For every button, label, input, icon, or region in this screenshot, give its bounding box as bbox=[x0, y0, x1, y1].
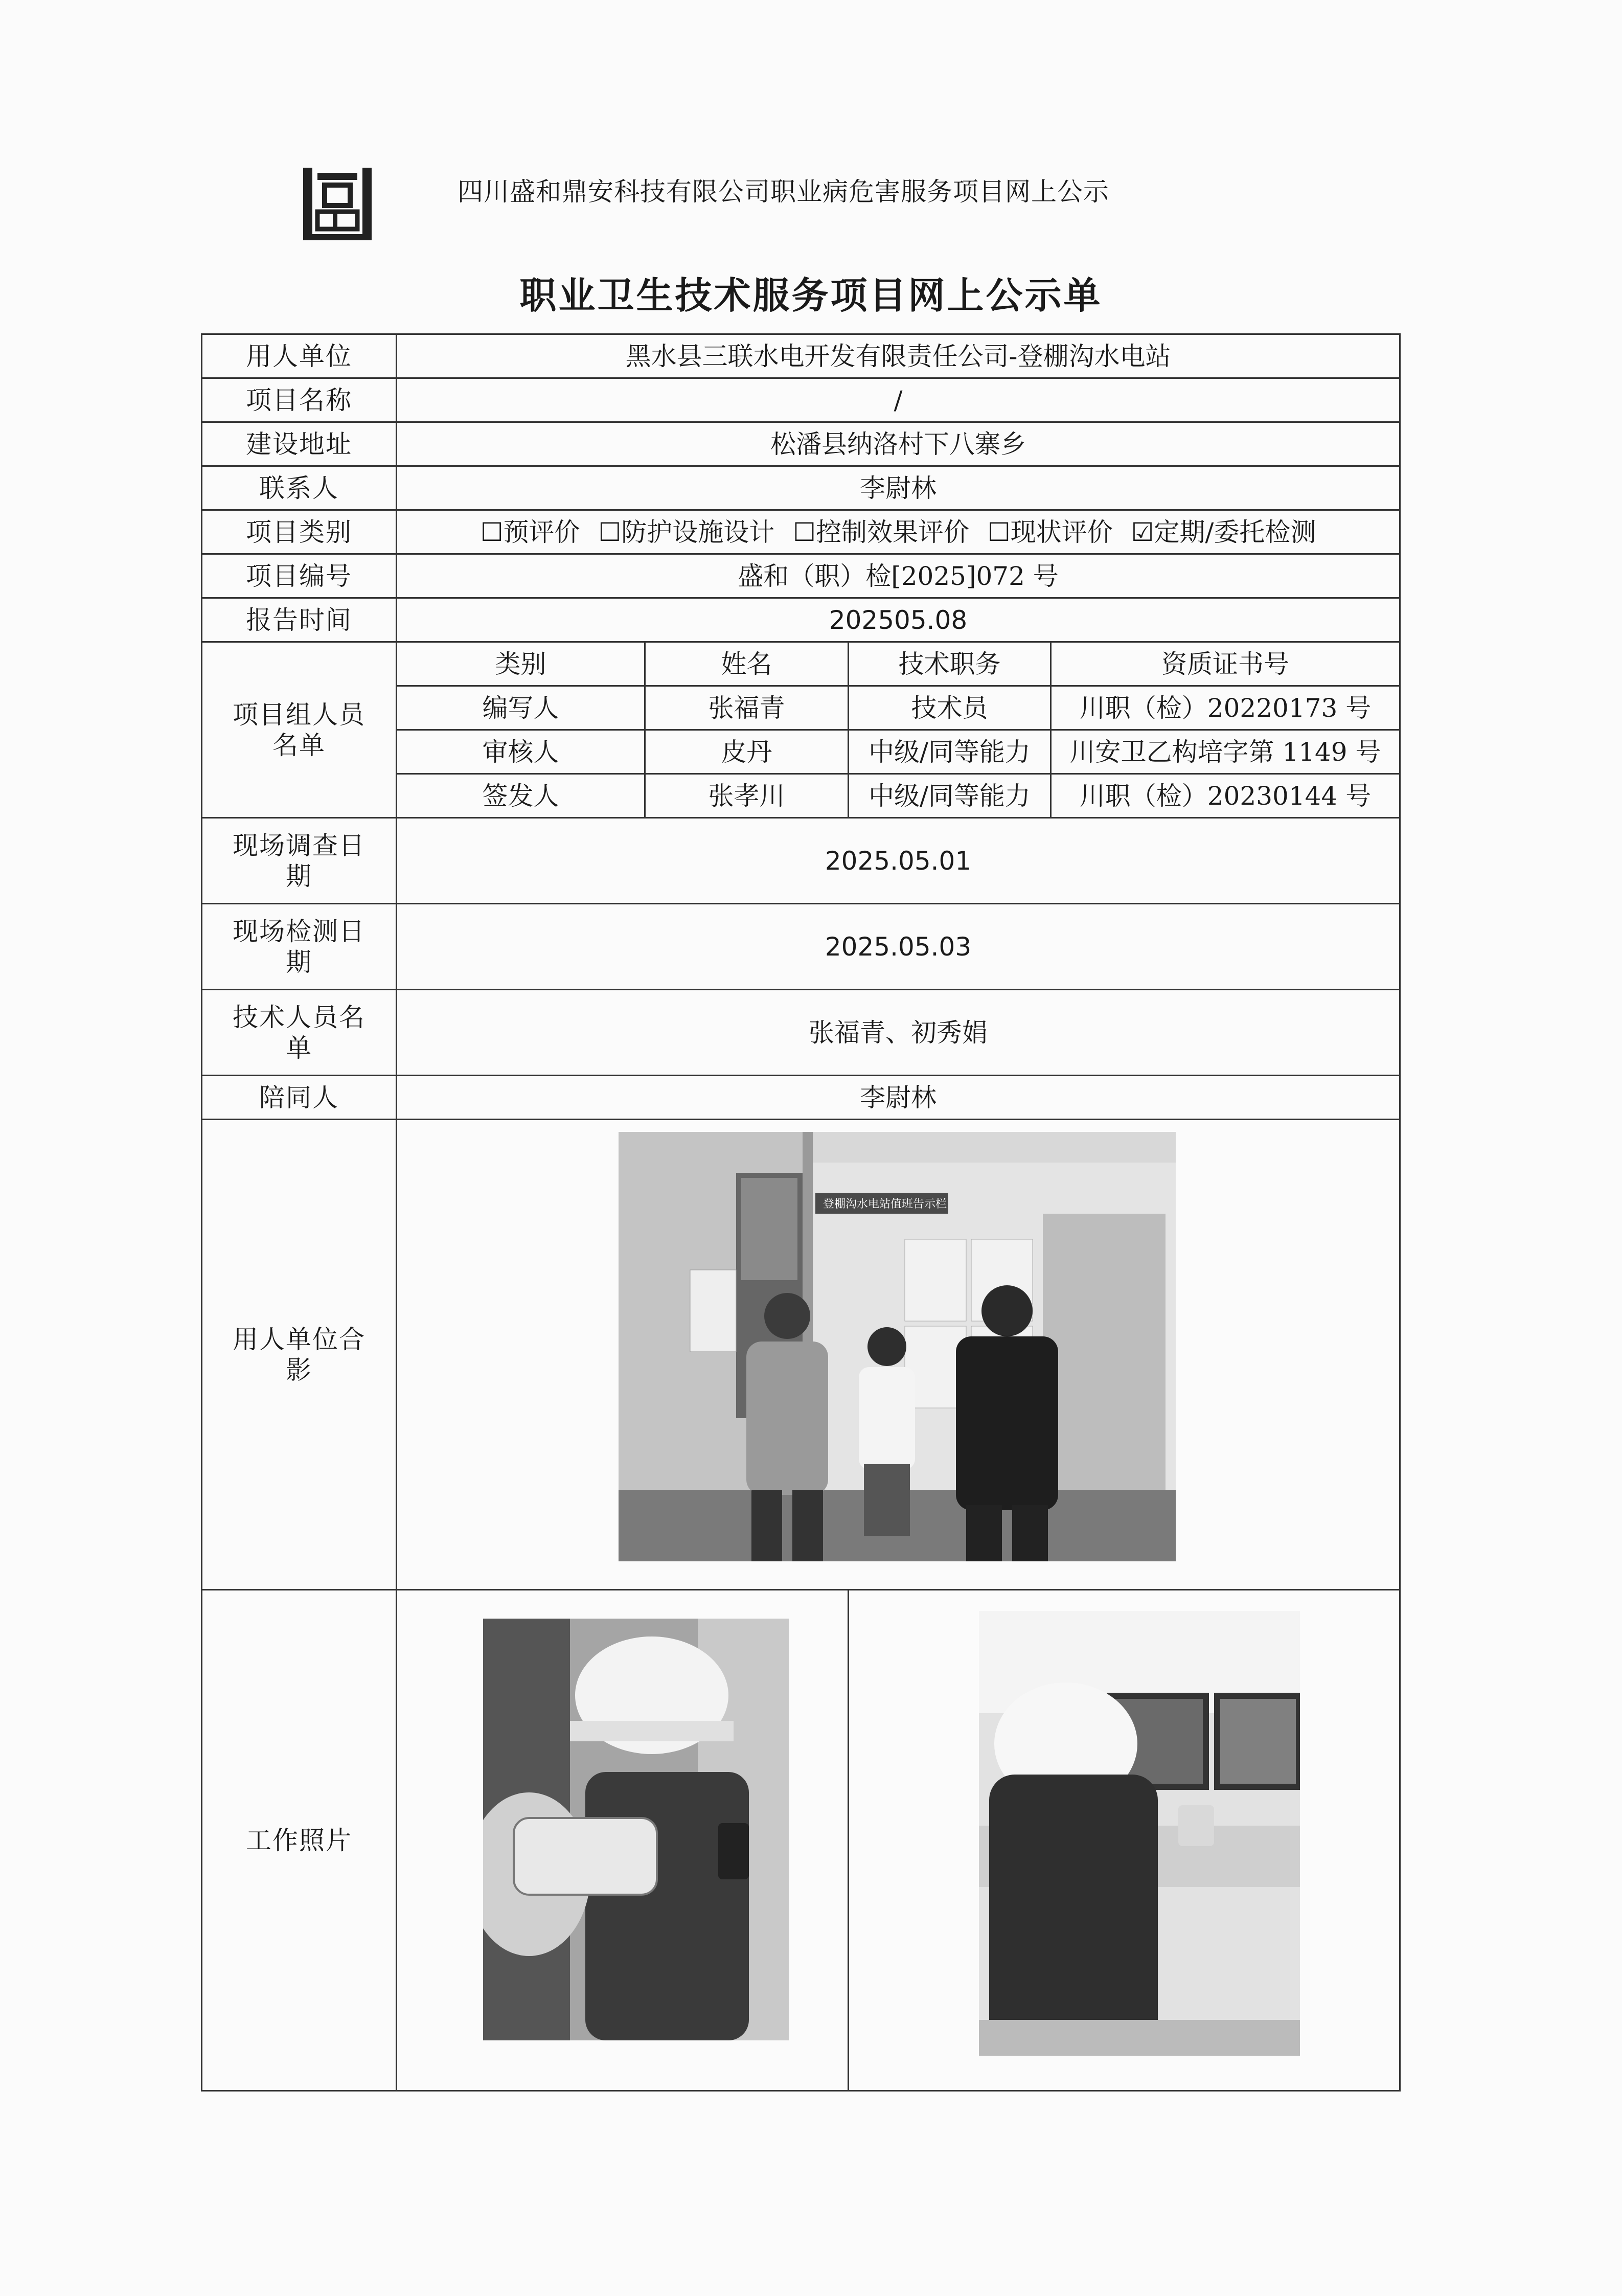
member-title: 技术员 bbox=[849, 686, 1051, 730]
address-label: 建设地址 bbox=[202, 422, 397, 466]
member-cert: 川安卫乙构培字第 1149 号 bbox=[1051, 730, 1400, 774]
category-option[interactable]: ☑定期/委托检测 bbox=[1131, 517, 1316, 547]
accompany-label: 陪同人 bbox=[202, 1076, 397, 1120]
test-date-label: 现场检测日期 bbox=[202, 904, 397, 990]
contact-label: 联系人 bbox=[202, 466, 397, 510]
checked-checkbox-icon: ☑ bbox=[1131, 517, 1154, 547]
member-cert: 川职（检）20220173 号 bbox=[1051, 686, 1400, 730]
category-options bbox=[397, 510, 1400, 554]
team-header-title: 技术职务 bbox=[849, 642, 1051, 686]
category-option[interactable]: ☐控制效果评价 bbox=[793, 517, 969, 547]
member-cert: 川职（检）20230144 号 bbox=[1051, 774, 1400, 818]
row-project-no bbox=[202, 554, 1400, 598]
member-role: 审核人 bbox=[397, 730, 645, 774]
survey-date-label: 现场调查日期 bbox=[202, 818, 397, 904]
member-name: 张福青 bbox=[645, 686, 849, 730]
row-test-date bbox=[202, 904, 1400, 990]
checkbox-icon: ☐ bbox=[987, 517, 1011, 547]
row-technicians bbox=[202, 990, 1400, 1076]
company-seal-logo bbox=[299, 163, 376, 244]
member-title: 中级/同等能力 bbox=[849, 774, 1051, 818]
checkbox-icon: ☐ bbox=[793, 517, 816, 547]
team-header-cert: 资质证书号 bbox=[1051, 642, 1400, 686]
row-accompany bbox=[202, 1076, 1400, 1120]
work-photo-right bbox=[979, 1611, 1300, 2056]
row-project-name bbox=[202, 378, 1400, 422]
checkbox-icon: ☐ bbox=[598, 517, 622, 547]
category-label: 项目类别 bbox=[202, 510, 397, 554]
team-header-role: 类别 bbox=[397, 642, 645, 686]
project-name-label: 项目名称 bbox=[202, 378, 397, 422]
address-value: 松潘县纳洛村下八寨乡 bbox=[397, 422, 1400, 466]
team-label: 项目组人员名单 bbox=[202, 642, 397, 818]
report-date-value: 202505.08 bbox=[397, 598, 1400, 642]
employer-value: 黑水县三联水电开发有限责任公司-登棚沟水电站 bbox=[397, 334, 1400, 378]
member-title: 中级/同等能力 bbox=[849, 730, 1051, 774]
team-header-name: 姓名 bbox=[645, 642, 849, 686]
member-role: 编写人 bbox=[397, 686, 645, 730]
member-name: 皮丹 bbox=[645, 730, 849, 774]
technicians-label: 技术人员名单 bbox=[202, 990, 397, 1076]
row-employer bbox=[202, 334, 1400, 378]
accompany-value: 李尉林 bbox=[397, 1076, 1400, 1120]
project-no-value: 盛和（职）检[2025]072 号 bbox=[397, 554, 1400, 598]
work-photo-left bbox=[483, 1619, 789, 2040]
work-photos-label: 工作照片 bbox=[202, 1590, 397, 2091]
row-report-date bbox=[202, 598, 1400, 642]
technicians-value: 张福青、初秀娟 bbox=[397, 990, 1400, 1076]
category-option[interactable]: ☐现状评价 bbox=[987, 517, 1113, 547]
category-option[interactable]: ☐防护设施设计 bbox=[598, 517, 775, 547]
sign-text: 登棚沟水电站值班告示栏 bbox=[823, 1198, 947, 1211]
report-date-label: 报告时间 bbox=[202, 598, 397, 642]
project-no-label: 项目编号 bbox=[202, 554, 397, 598]
form-title: 职业卫生技术服务项目网上公示单 bbox=[519, 274, 1103, 317]
row-contact bbox=[202, 466, 1400, 510]
group-photo bbox=[619, 1132, 1176, 1561]
project-name-value: / bbox=[397, 378, 1400, 422]
row-category bbox=[202, 510, 1400, 554]
group-photo-label: 用人单位合影 bbox=[202, 1120, 397, 1590]
team-header-row bbox=[202, 642, 1400, 686]
member-role: 签发人 bbox=[397, 774, 645, 818]
member-name: 张孝川 bbox=[645, 774, 849, 818]
company-header: 四川盛和鼎安科技有限公司职业病危害服务项目网上公示 bbox=[458, 177, 1109, 207]
row-address bbox=[202, 422, 1400, 466]
checkbox-icon: ☐ bbox=[480, 517, 504, 547]
contact-value: 李尉林 bbox=[397, 466, 1400, 510]
category-option[interactable]: ☐预评价 bbox=[480, 517, 580, 547]
row-survey-date bbox=[202, 818, 1400, 904]
employer-label: 用人单位 bbox=[202, 334, 397, 378]
survey-date-value: 2025.05.01 bbox=[397, 818, 1400, 904]
test-date-value: 2025.05.03 bbox=[397, 904, 1400, 990]
